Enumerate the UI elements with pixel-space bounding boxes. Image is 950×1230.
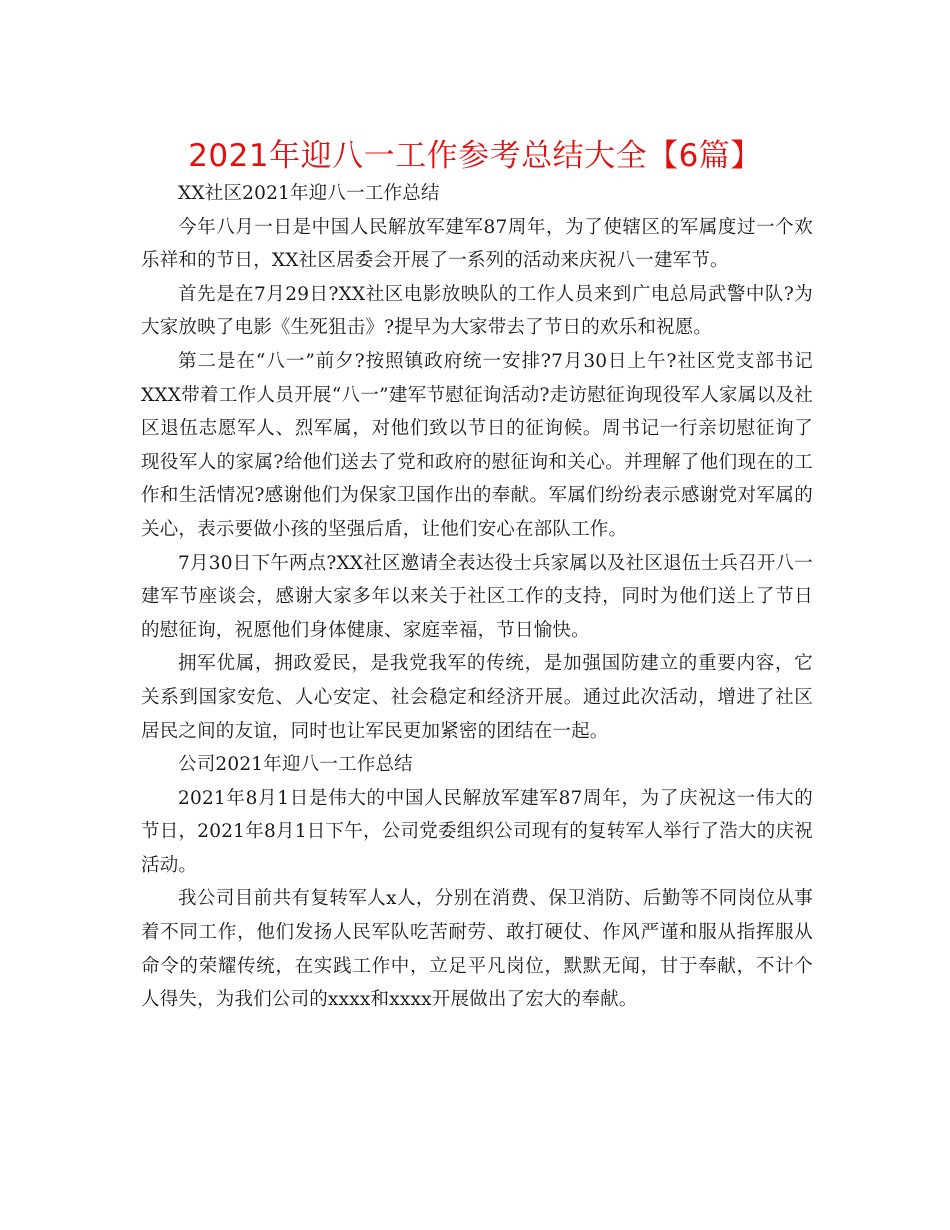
paragraph: 首先是在7月29日?XX社区电影放映队的工作人员来到广电总局武警中队?为大家放映了电影《生死狙击》?提早为大家带去了节日的欢乐和祝愿。 [141, 283, 813, 339]
paragraph: 7月30日下午两点?XX社区邀请全表达役士兵家属以及社区退伍士兵召开八一建军节座谈会，感谢大家多年以来关于社区工作的支持，同时为他们送上了节日的慰征询，祝愿他们身体健康、家庭幸福，节日愉快。 [141, 552, 813, 641]
paragraph: 我公司目前共有复转军人x人，分别在消费、保卫消防、后勤等不同岗位从事着不同工作，他们发扬人民军队吃苦耐劳、敢打硬仗、作风严谨和服从指挥服从命令的荣耀传统，在实践工作中，立足平凡岗位，默默无闻，甘于奉献，不计个人得失，为我们公司的xxxx和xxxx开展做出了宏大的奉献。 [141, 888, 813, 1011]
document-title: 2021年迎八一工作参考总结大全【6篇】 [188, 138, 762, 174]
document-body [141, 177, 813, 1017]
paragraph: 第二是在“八一”前夕?按照镇政府统一安排?7月30日上午?社区党支部书记XXX带着工作人员开展“八一”建军节慰征询活动?走访慰征询现役军人家属以及社区退伍志愿军人、烈军属，对他们致以节日的征询候。周书记一行亲切慰征询了现役军人的家属?给他们送去了党和政府的慰征询和关心。并理解了他们现在的工作和生活情况?感谢他们为保家卫国作出的奉献。军属们纷纷表示感谢党对军属的关心，表示要做小孩的坚强后盾，让他们安心在部队工作。 [141, 350, 813, 540]
section-heading: 公司2021年迎八一工作总结 [178, 754, 413, 776]
paragraph: 今年八月一日是中国人民解放军建军87周年，为了使辖区的军属度过一个欢乐祥和的节日，XX社区居委会开展了一系列的活动来庆祝八一建军节。 [141, 216, 813, 272]
section-heading: XX社区2021年迎八一工作总结 [178, 183, 440, 204]
paragraph: 拥军优属，拥政爱民，是我党我军的传统，是加强国防建立的重要内容，它关系到国家安危、人心安定、社会稳定和经济开展。通过此次活动，增进了社区居民之间的友谊，同时也让军民更加紧密的团结在一起。 [141, 653, 813, 742]
paragraph: 2021年8月1日是伟大的中国人民解放军建军87周年，为了庆祝这一伟大的节日，2021年8月1日下午，公司党委组织公司现有的复转军人举行了浩大的庆祝活动。 [141, 787, 813, 876]
